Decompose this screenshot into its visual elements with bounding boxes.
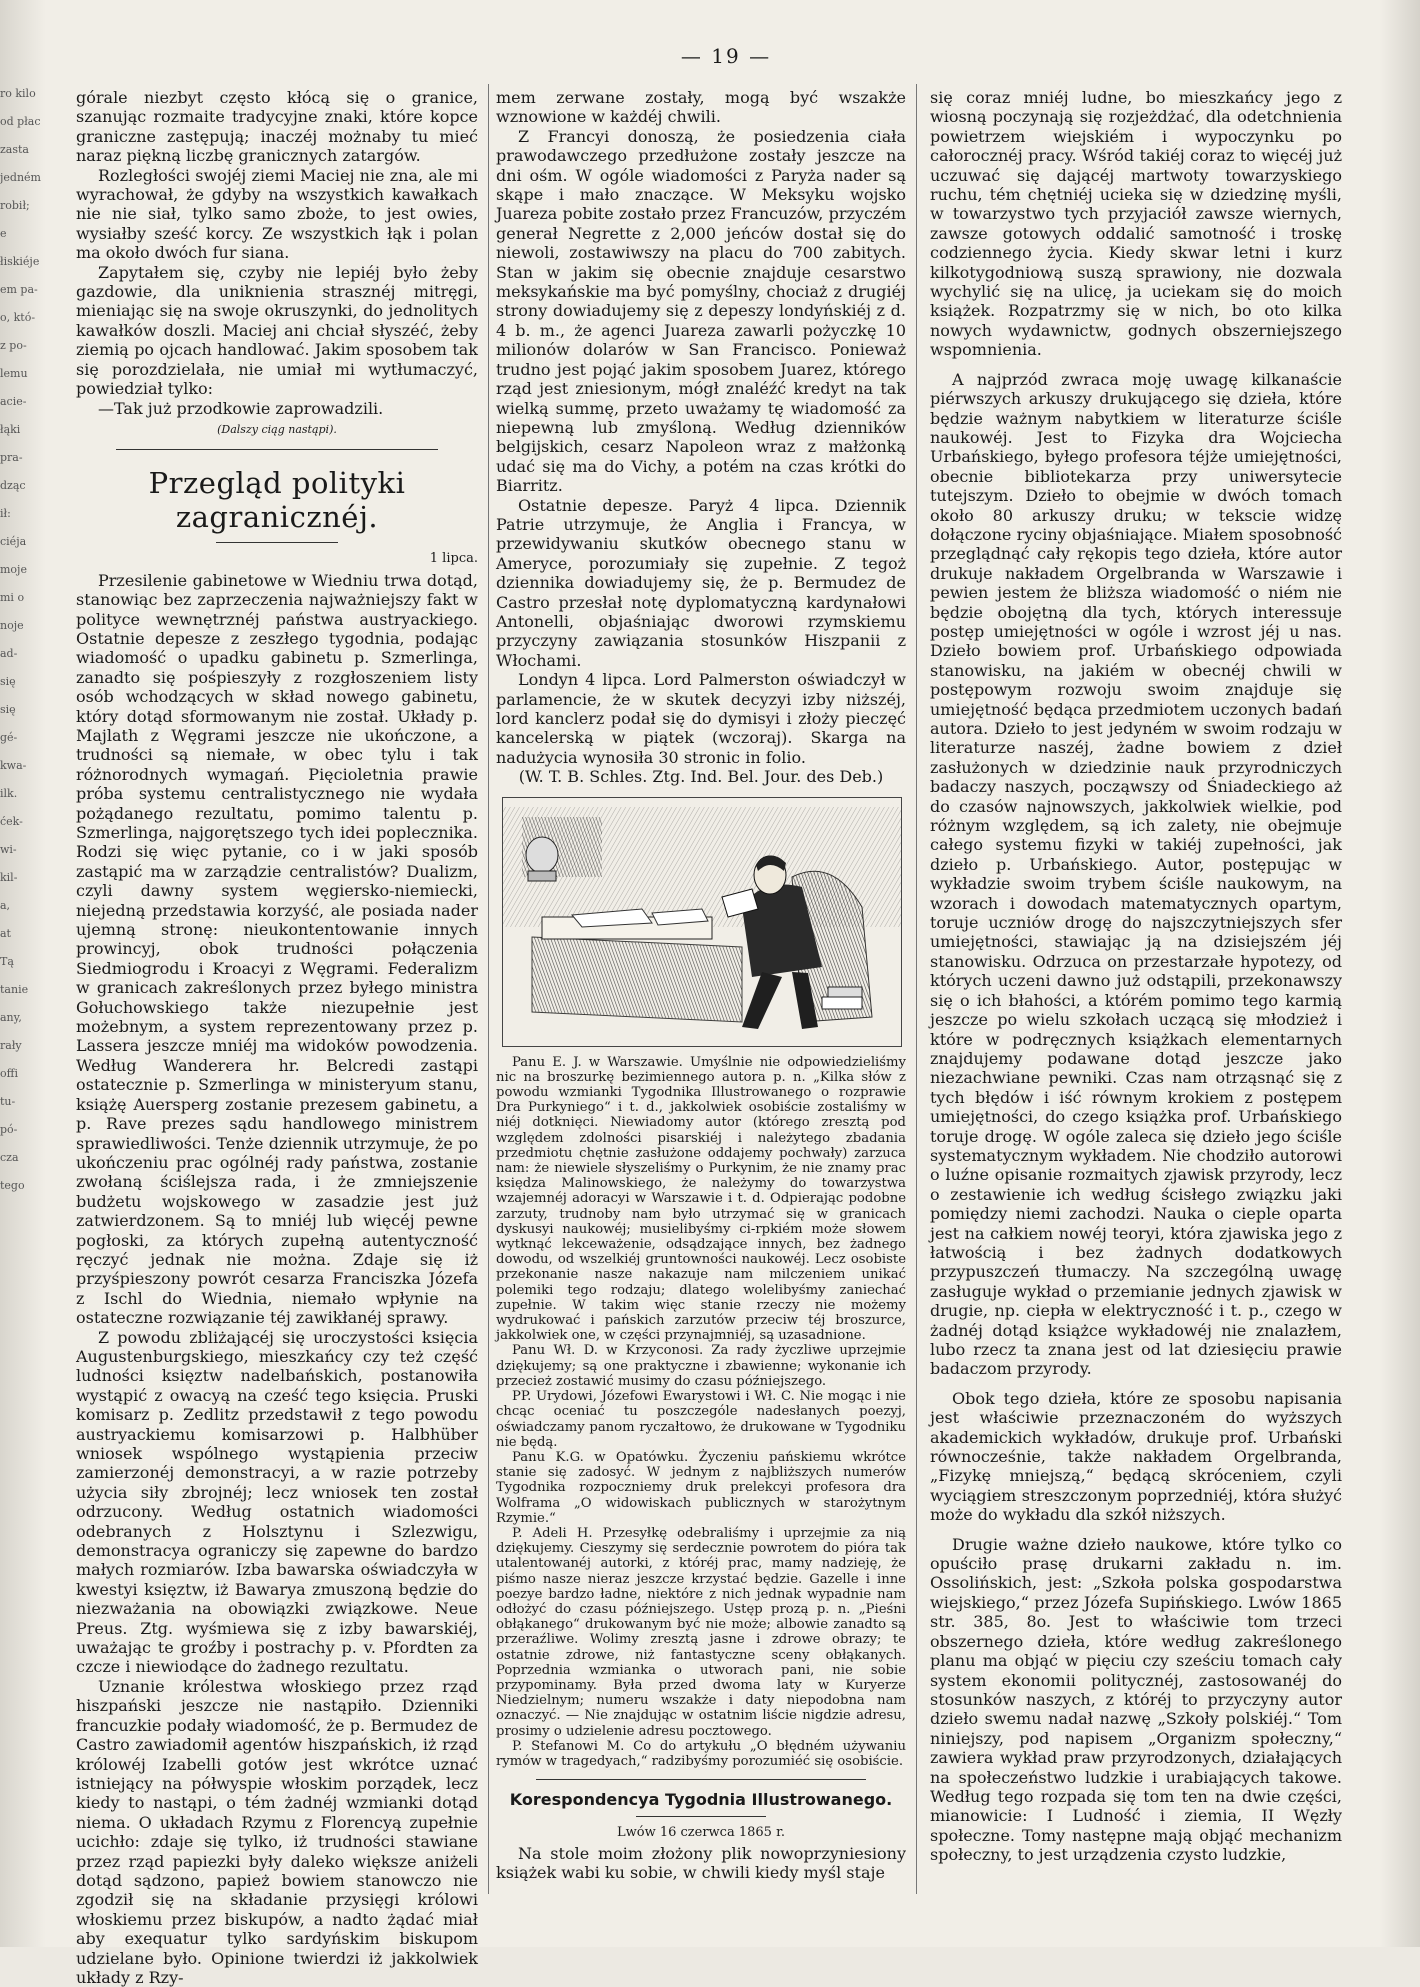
paragraph: Rozległości swojéj ziemi Maciej nie zna, ale mi wyrachował, że gdyby na wszystkich kawałkach nie nie siał, tylko samo zboże, to jest owies, wysiałby sześć korcy. Ze wszystkich łąk i polan ma około dwóch fur siana. <box>76 165 478 263</box>
margin-fragment: at <box>0 927 11 940</box>
margin-fragment: noje <box>0 619 24 632</box>
letters-to-correspondents <box>496 1055 906 1770</box>
margin-fragment: any, <box>0 1011 22 1024</box>
margin-fragment: ćek- <box>0 815 23 828</box>
column-rule-1 <box>488 84 489 1894</box>
continued-note: (Dalszy ciąg nastąpi). <box>217 422 337 436</box>
margin-fragment: lemu <box>0 367 28 380</box>
margin-fragment: moje <box>0 563 27 576</box>
paragraph: Uznanie królestwa włoskiego przez rząd hiszpański jeszcze nie nastąpiło. Dzienniki francuzkie podały wiadomość, że p. Bermudez de Castro zawiadomił agentów hiszpańskich, iż rząd królowéj Izabelli gotów jest wkrótce uznać istniejący na półwyspie włoskim porządek, lecz kiedy to nastąpi, o tém żadnéj wzmianki dotąd niema. O układach Rzymu z Florencyą zupełnie ucichło: zdaje się tylko, iż trudności stawiane przez rząd papiezki były daleko większe aniżeli dotąd sądzono, papież bowiem stanowczo nie zgodził się na składanie przysięgi królowi włoskiemu przez biskupów, a nadto żądać miał aby exequatur tylko sardyńskim biskupom udzielane było. Opinione twierdzi iż jakkolwiek układy z Rzy- <box>76 1676 478 1987</box>
margin-fragment: o, któ- <box>0 311 36 324</box>
letter-reply: Panu Wł. D. w Krzyconosi. Za rady życzliwe uprzejmie dziękujemy; są one praktyczne i zbawienne; wykonanie ich przecież zostawić musimy do czasu późniejszego. <box>496 1343 906 1389</box>
letter-reply: P. Stefanowi M. Co do artykułu „O błędném używaniu rymów w tragedyach,“ radzibyśmy porozumiéć się osobiście. <box>496 1738 906 1769</box>
margin-fragment: e <box>0 227 7 240</box>
paragraph: Z Francyi donoszą, że posiedzenia ciała prawodawczego przedłużone zostały jeszcze na dni ośm. W ogóle wiadomości z Paryża nader są skąpe i mało znaczące. W Meksyku wojsko Juareza pobite zostało przez Francuzów, przyczém generał Negrette z 2,000 jeńców dostał się do niewoli, zostawiwszy na placu do 700 zabitych. Stan w jakim się obecnie znajduje cesarstwo meksykańskie ma być pomyślny, chociaż z drugiéj strony dowiadujemy się z depeszy londyńskiéj z d. 4 b. m., że agenci Juareza zawarli pożyczkę 10 milionów dolarów w San Francisco. Ponieważ trudno jest pojąć jakim sposobem Juarez, którego rząd jest zniesionym, mógł znaléźć kredyt na tak wielką summę, przeto uważamy tę wiadomość za niepewną lub zmyśloną. Według dzienników belgijskich, cesarz Napoleon wraz z małżonką udać się ma do Vichy, a potém na czas krótki do Biarritz. <box>496 126 906 496</box>
section-divider <box>536 1779 866 1780</box>
margin-fragment: łąki <box>0 423 21 436</box>
margin-fragment: tu- <box>0 1095 16 1108</box>
paragraph: Z powodu zbliżającéj się uroczystości księcia Augustenburgskiego, mieszkańcy czy też część ludności księztw nadelbańskich, postanowiła wystąpić z owacyą na cześć tego księcia. Pruski komisarz p. Zedlitz przedstawił z tego powodu austryackiemu komisarzowi p. Halbhüber wniosek wspólnego wystąpienia przeciw zamierzonéj demonstracyi, a w razie potrzeby użycia siły zbrojnéj; lecz wniosek ten został odrzucony. Według ostatnich wiadomości odebranych z Holsztynu i Szlezwigu, demonstracya ograniczy się zapewne do bardzo małych rozmiarów. Izba bawarska oświadczyła w kwestyi księztw, iż Bawarya zmuszoną będzie do niezważania na obowiązki związkowe. Neue Preus. Ztg. wyśmiewa się z izby bawarskiéj, uważając te groźby i postrachy p. v. Pfordten za czcze i niewiodące do żadnego rezultatu. <box>76 1327 478 1677</box>
paragraph: —Tak już przodkowie zaprowadzili. <box>98 398 384 418</box>
margin-fragment: ro kilo <box>0 87 36 100</box>
paragraph: górale niezbyt często kłócą się o granice, szanując rozmaite tradycyjne znaki, które kopce graniczne zastępują; inaczéj możnaby tu mieć naraz piękną liczbę granicznych zatargów. <box>76 88 478 166</box>
margin-fragment: wi- <box>0 843 17 856</box>
page-number: — 19 — <box>680 44 772 68</box>
margin-fragment: ciéja <box>0 535 27 548</box>
column-middle <box>496 88 906 1883</box>
dateline: 1 lipca. <box>429 551 478 567</box>
paragraph: Na stole moim złożony plik nowoprzyniesiony książek wabi ku sobie, w chwili kiedy myśl staje <box>496 1843 906 1883</box>
paragraph: Drugie ważne dzieło naukowe, które tylko co opuściło prasę drukarni zakładu n. im. Ossolińskich, jest: „Szkoła polska gospodarstwa wiejskiego,“ przez Józefa Supińskiego. Lwów 1865 str. 385, 8o. Jest to właściwie tom trzeci obszernego dzieła, które według zakreślonego planu ma objąć w pięciu czy sześciu tomach cały system ekonomii politycznéj, zastosowanéj do stosunków naszych, z któréj to przyczyny autor dzieło swemu nadał nazwę „Szkoły polskiéj.“ Tom niniejszy, pod napisem „Organizm społeczny,“ zawiera wykład praw przyrodzonych, działających na społeczeństwo ludzkie i urabiających takowe. Według tego rozpada się tom ten na dwie części, mianowicie: I Ludność i ziemia, II Węzły społeczne. Tomy następne mają objąć mechanizm społeczny, to jest urządzenia czysto ludzkie, <box>930 1534 1342 1865</box>
margin-fragment: pó- <box>0 1123 18 1136</box>
margin-fragment: z po- <box>0 339 27 352</box>
engraving-man-reading <box>502 797 902 1047</box>
margin-fragment: się <box>0 703 16 716</box>
margin-fragment: a, <box>0 899 11 912</box>
letter-reply: PP. Urydowi, Józefowi Ewarystowi i Wł. C. Nie mogąc i nie chcąc oceniać tu poszczególe nadesłanych poezyj, oświadczamy panom ryczałtowo, że drukowane w Tygodniku nie będą. <box>496 1389 906 1450</box>
margin-fragment: zasta <box>0 143 29 156</box>
headline-underline <box>216 542 338 543</box>
paragraph: A najprzód zwraca moję uwagę kilkanaście piérwszych arkuszy drukującego się dzieła, które będzie ważnym nabytkiem w literaturze ściśle naukowéj. Jest to Fizyka dra Wojciecha Urbańskiego, byłego profesora téjże umiejętności, obecnie bibliotekarza przy uniwersytecie tutejszym. Dzieło to obejmie w dwóch tomach około 80 arkuszy druku; w tekscie widzę dołączone ryciny objaśniające. Miałem sposobność przeglądnąć cały rękopis tego dzieła, które autor drukuje nakładem Orgelbranda w Warszawie i pewien jestem że bliższa wiadomość o niém nie będzie obojętną dla tych, których interessuje postęp umiejętności w ogóle i wzrost jéj u nas. Dzieło bowiem prof. Urbańskiego odpowiada stanowisku, na jakiém w obecnéj chwili w postępowym rozwoju swoim znajduje się umiejętność będąca przedmiotem uczonych badań autora. Dzieło to jest jedyném w swoim rodzaju w literaturze naszéj, żadne bowiem z dzieł zasłużonych w dziedzinie nauk przyrodniczych badaczy naszych, począwszy od Śniadeckiego aż do czasów najnowszych, jakkolwiek wielkie, pod różnym względem, są ich zalety, nie obejmuje całego systemu fizyki w takiéj zupełności, jak dzieło p. Urbańskiego. Autor, postępując w wykładzie swoim trybem ściśle naukowym, na wzorach i dowodach matematycznych opartym, toruje uczniów drogę do najszczytniejszych sfer umiejętności, stawiając ją na dzisiejszém jéj stanowisku. Odrzuca on przestarzałe hypotezy, od których uczeni dawno już odstąpili, przekonawszy się o ich błahości, a którém pomimo tego karmią jeszcze po wielu szkołach uczącą się młodzież i które w podręcznych książkach elementarnych znajdujemy podawane dotąd jeszcze jako niezachwiane pewniki. Czas nam otrząsnąć się z tych błędów i iść równym krokiem z postępem umiejętności, do czego książka prof. Urbańskiego toruje drogę. W ogóle zaleca się dzieło jego ściśle systematycznym wykładem. Nie chodziło autorowi o luźne opisanie rozmaitych zjawisk przyrody, lecz o zestawienie ich według ścisłego związku jaki pomiędzy niemi zachodzi. Nauka o cieple oparta jest na całkiem nowéj teoryi, która zjawiska jego z łatwością i bez żadnych dodatkowych przypuszczeń tłumaczy. Na szczególną uwagę zasługuje wykład o przemianie jednych zjawisk w drugie, np. ciepła w elektryczność i t. p., czego w żadnéj dotąd książce wykładowéj nie znalazłem, lubo rzecz ta znana jest od lat dziesięciu prawie badaczom przyrody. <box>930 369 1342 1379</box>
margin-fragment: ił: <box>0 507 11 520</box>
margin-fragment: od płac <box>0 115 41 128</box>
left-margin-bleed <box>0 80 42 1700</box>
margin-fragment: kwa- <box>0 759 27 772</box>
paragraph: Ostatnie depesze. Paryż 4 lipca. Dziennik Patrie utrzymuje, że Anglia i Francya, w przewidywaniu skutków obecnego stanu w Ameryce, porozumiały się zupełnie. Z tegoż dziennika dowiadujemy się, że p. Bermudez de Castro przesłał notę dyplomatyczną kardynałowi Antonelli, objaśniając dworowi rzymskiemu przyczyny zawiązania stosunków Hiszpanii z Włochami. <box>496 495 906 670</box>
margin-fragment: robił; <box>0 199 30 212</box>
column-rule-2 <box>916 84 917 1894</box>
paragraph: mem zerwane zostały, mogą być wszakże wznowione w każdéj chwili. <box>496 88 906 127</box>
letter-reply: P. Adeli H. Przesyłkę odebraliśmy i uprzejmie za nią dziękujemy. Cieszymy się serdecznie powrotem do pióra tak utalentowanéj autorki, z któréj prac, mamy nadzieję, że piśmo nasze nieraz jeszcze krzystać będzie. Gazelle i inne poezye bardzo ładne, niektóre z nich jednak wypadnie nam odłożyć do czasu późniejszego. Ustęp prozą p. n. „Pieśni obłąkanego“ drukowanym być nie może; albowie zanadto są przeraźliwe. Wolimy zresztą jasne i zdrowe obrazy; te ostatnie zdrowe, niż fantastyczne sceny obłąkanych. Poprzednia wzmianka o utworach pani, nie sobie przypominamy. Była przed dwoma laty w Kuryerze Niedzielnym; numeru wszakże i daty niepodobna nam oznaczyć. — Nie znajdując w ostatnim liście nigdzie adresu, prosimy o udzielenie adresu pocztowego. <box>496 1525 906 1739</box>
section-divider <box>116 449 438 450</box>
paragraph: (W. T. B. Schles. Ztg. Ind. Bel. Jour. des Deb.) <box>518 767 884 787</box>
margin-fragment: dząc <box>0 479 26 492</box>
paragraph: Londyn 4 lipca. Lord Palmerston oświadczył w parlamencie, że w skutek decyzyi izby niższéj, lord kanclerz podał się do dymisyi i złoży pieczęć kancelerską w piątek (wczoraj). Skarga na nadużycia wynosiła 30 stronic in folio. <box>496 670 906 767</box>
margin-fragment: mi o <box>0 591 25 604</box>
paragraph: Obok tego dzieła, które ze sposobu napisania jest właściwie przeznaczoném do wyższych akademickich wykładów, drukuje prof. Urbański równocześnie, także nakładem Orgelbranda, „Fizykę mniejszą,“ będącą skróceniem, czyli wyciągiem streszczonym poprzedniéj, która służyć może do wykładu dla szkół niższych. <box>930 1388 1342 1525</box>
heading-underline <box>636 1816 766 1817</box>
engraving-illustration <box>502 797 902 1047</box>
margin-fragment: acie- <box>0 395 27 408</box>
margin-fragment: kil- <box>0 871 18 884</box>
paragraph: Zapytałem się, czyby nie lepiéj było żeby gazdowie, dla uniknienia strasznéj mitręgi, mieniając się na swoje okruszynki, do jednolitych kawałków doszli. Maciej ani chciał słyszéć, żeby ziemią po ojcach handlować. Jakim sposobem tak się porozdzielała, nie umiał mi wytłumaczyć, powiedział tylko: <box>76 262 478 399</box>
dateline: Lwów 16 czerwca 1865 r. <box>617 1824 785 1840</box>
margin-fragment: pra- <box>0 451 23 464</box>
margin-fragment: łiskiéje <box>0 255 40 268</box>
margin-fragment: się <box>0 675 16 688</box>
column-right <box>930 88 1342 1865</box>
margin-fragment: rały <box>0 1039 22 1052</box>
paragraph: Przesilenie gabinetowe w Wiedniu trwa dotąd, stanowiąc bez zaprzeczenia najważniejszy fakt w polityce wewnętrznéj państwa austryackiego. Ostatnie depesze z zeszłego tygodnia, podając wiadomość o upadku gabinetu p. Szmerlinga, zanadto się pośpieszyły z rozgłoszeniem listy osób wchodzących w skład nowego gabinetu, który dotąd sformowanym nie został. Układy p. Majlath z Węgrami jeszcze nie ukończone, a trudności są niemałe, w obec tylu i tak różnorodnych wymagań. Pięcioletnia prawie próba systemu centralistycznego nie wydała pożądanego rezultatu, pomimo talentu p. Szmerlinga, najgorętszego tych idei poplecznika. Rodzi się więc pytanie, co i w jaki sposób zastąpić ma w zarządzie centralistów? Dualizm, czyli dawny system węgiersko-niemiecki, niejedną przedstawia korzyść, ale posiada nader ujemną stronę: nieukontentowanie innych prowincyj, obok trudności połączenia Siedmiogrodu i Kroacyi z Węgrami. Federalizm w granicach zakreślonych przez byłego ministra Gołuchowskiego także niezupełnie jest możebnym, a system reprezentowany przez p. Lassera jeszcze mniéj ma widoków powodzenia. Według Wanderera hr. Belcredi zastąpi ostatecznie p. Szmerlinga w ministeryum stanu, książę Auersperg zostanie prezesem gabinetu, a p. Rave prezes sądu handlowego ministrem sprawiedliwości. Tenże dziennik utrzymuje, że po ukończeniu prac ogólnéj rady państwa, zostanie zwołaną ściślejsza rada, i że zmniejszenie budżetu wojskowego w zasadzie jest już zatwierdzonem. Są to mniéj lub więcéj pewne pogłoski, za których zupełną autentyczność ręczyć jednak nie można. Zdaje się iż przyśpieszony powrót cesarza Franciszka Józefa z Ischl do Wiednia, niemało wpłynie na ostateczne rozwiązanie téj zawikłanéj sprawy. <box>76 570 478 1328</box>
letter-reply: Panu E. J. w Warszawie. Umyślnie nie odpowiedzieliśmy nic na broszurkę bezimiennego autora p. n. „Kilka słów z powodu wzmianki Tygodnika Illustrowanego o rozprawie Dra Purkyniego“ i t. d., jakkolwiek osobiście zostaliśmy w niéj dotknięci. Niewiadomy autor (którego zresztą pod względem zdolności pisarskiéj i należytego zbadania przedmiotu chętnie zasłużone oddajemy pochwały) zarzuca nam: że niewiele słyszeliśmy o Purkynim, że nie znamy prac księdza Malinowskiego, że należymy do towarzystwa wzajemnéj adoracyi w Warszawie i t. d. Odpierając podobne zarzuty, trudnoby nam było utrzymać się w granicach dyskusyi naukowéj; musielibyśmy ci-rpkiém może słowem wytknąć lekceważenie, odsądzające innych, bez żadnego dowodu, od wszelkiéj gruntowności naukowéj. Lecz osobiste przekonanie nasze nakazuje nam milczeniem unikać polemiki tego rodzaju; dlatego wolelibyśmy zaniechać zupełnie. W takim więc stanie rzeczy nie możemy wydrukować i pańskich zarzutów przeciw téj broszurce, jakkolwiek one, w części przynajmniéj, są uzasadnione. <box>496 1054 906 1344</box>
margin-fragment: tanie <box>0 983 29 996</box>
margin-fragment: cza <box>0 1151 19 1164</box>
margin-fragment: ad- <box>0 647 18 660</box>
margin-fragment: ilk. <box>0 787 18 800</box>
margin-fragment: Tą <box>0 955 14 968</box>
section-headline: Przegląd polityki zagranicznéj. <box>148 466 406 535</box>
margin-fragment: tego <box>0 1179 25 1192</box>
margin-fragment: jedném <box>0 171 41 184</box>
correspondence-heading: Korespondencya Tygodnia Illustrowanego. <box>509 1790 893 1810</box>
margin-fragment: offi <box>0 1067 18 1080</box>
margin-fragment: em pa- <box>0 283 38 296</box>
column-left <box>76 88 478 1987</box>
margin-fragment: gé- <box>0 731 18 744</box>
paragraph: się coraz mniéj ludne, bo mieszkańcy jego z wiosną poczynają się rozjeżdżać, dla odetchnienia powietrzem wiejskiém i wypoczynku po całorocznéj pracy. Wśród takiéj coraz to więcéj już uczuwać się dającéj martwoty towarzyskiego ruchu, tém chętniéj ucieka się w dziedzinę myśli, w towarzystwo tych przyjaciół zawsze wiernych, zawsze gotowych oddalić samotność i troskę codziennego życia. Kiedy skwar letni i kurz kilkotygodniową suszą sprawiony, nie dozwala wychylić się na ulicę, ja uciekam się do moich książek. Rozpatrzmy się w nich, bo oto kilka nowych wydawnictw, godnych obszerniejszego wspomnienia. <box>930 88 1342 360</box>
letter-reply: Panu K.G. w Opatówku. Życzeniu pańskiemu wkrótce stanie się zadosyć. W jednym z najbliższych numerów Tygodnika rozpoczniemy druk prelekcyi profesora dra Wolframa „O widowiskach publicznych w starożytnym Rzymie.“ <box>496 1449 906 1526</box>
